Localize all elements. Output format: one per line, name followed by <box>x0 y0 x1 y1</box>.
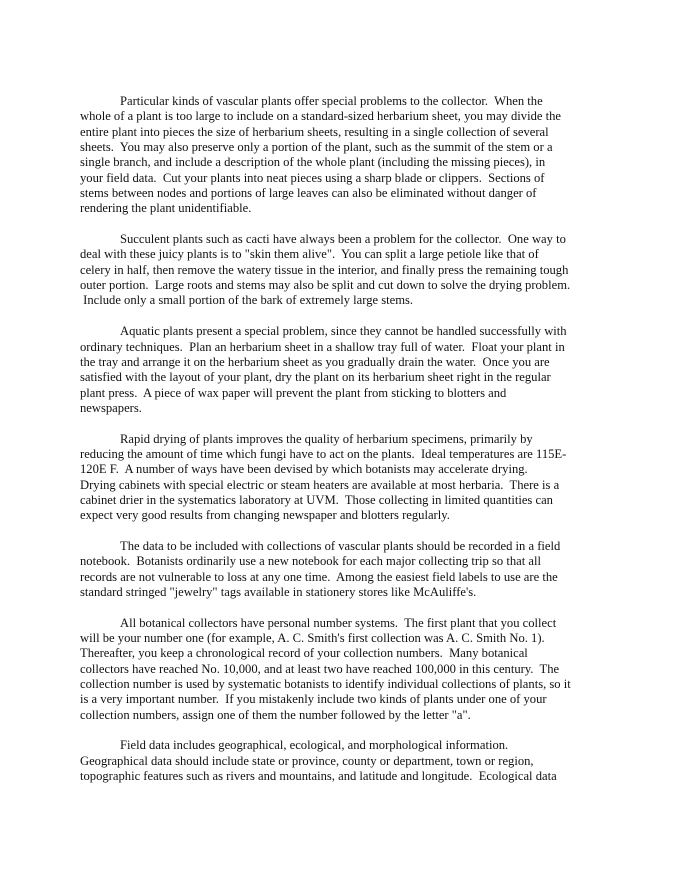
text-line: single branch, and include a description of the whole plant (including the missing pieces), in <box>80 155 546 170</box>
text-line: Rapid drying of plants improves the quality of herbarium specimens, primarily by <box>120 431 533 446</box>
text-line: notebook. Botanists ordinarily use a new notebook for each major collecting trip so that all <box>80 554 541 569</box>
text-line: the tray and arrange it on the herbarium sheet as you gradually drain the water. Once you are <box>80 354 550 369</box>
text-line: celery in half, then remove the watery tissue in the interior, and finally press the remaining tough <box>80 262 569 277</box>
text-line: will be your number one (for example, A. C. Smith's first collection was A. C. Smith No. 1). <box>80 631 545 646</box>
text-line: Drying cabinets with special electric or steam heaters are available at most herbaria. There is a <box>80 477 560 492</box>
paragraph-succulent-plants <box>80 232 600 309</box>
text-line: Geographical data should include state or province, county or department, town or region, <box>80 753 534 768</box>
body-text <box>80 94 600 800</box>
paragraph-aquatic-plants <box>80 324 600 416</box>
text-line: expect very good results from changing newspaper and blotters regularly. <box>80 508 450 523</box>
text-line: whole of a plant is too large to include on a standard-sized herbarium sheet, you may divide the <box>80 109 561 124</box>
text-line: outer portion. Large roots and stems may also be split and cut down to solve the drying problem. <box>80 278 571 293</box>
text-line: rendering the plant unidentifiable. <box>80 201 252 216</box>
paragraph-field-data <box>80 738 600 784</box>
text-line: collection numbers, assign one of them the number followed by the letter "a". <box>80 707 471 722</box>
text-line: Succulent plants such as cacti have always been a problem for the collector. One way to <box>120 232 566 247</box>
paragraph-large-plants <box>80 94 600 217</box>
text-line: your field data. Cut your plants into neat pieces using a sharp blade or clippers. Sections of <box>80 170 545 185</box>
text-line: The data to be included with collections of vascular plants should be recorded in a field <box>120 538 561 553</box>
text-line: satisfied with the layout of your plant, dry the plant on its herbarium sheet right in the regular <box>80 370 551 385</box>
text-line: collectors have reached No. 10,000, and at least two have reached 100,000 in this century. The <box>80 661 560 676</box>
text-line: All botanical collectors have personal number systems. The first plant that you collect <box>120 615 557 630</box>
text-line: Particular kinds of vascular plants offer special problems to the collector. When the <box>120 94 543 108</box>
text-line: Field data includes geographical, ecological, and morphological information. <box>120 738 509 753</box>
text-line: deal with these juicy plants is to "skin them alive". You can split a large petiole like that of <box>80 247 539 262</box>
text-line: newspapers. <box>80 400 142 415</box>
text-line: Include only a small portion of the bark of extremely large stems. <box>80 293 414 308</box>
paragraph-rapid-drying <box>80 432 600 524</box>
text-line: entire plant into pieces the size of herbarium sheets, resulting in a single collection of several <box>80 124 549 139</box>
text-line: 120E F. A number of ways have been devised by which botanists may accelerate drying. <box>80 462 528 477</box>
text-line: standard stringed "jewelry" tags available in stationery stores like McAuliffe's. <box>80 585 477 599</box>
text-line: Aquatic plants present a special problem, since they cannot be handled successfully with <box>120 324 567 339</box>
text-line: stems between nodes and portions of large leaves can also be eliminated without danger of <box>80 186 537 201</box>
text-line: topographic features such as rivers and mountains, and latitude and longitude. Ecological data <box>80 769 557 784</box>
text-line: records are not vulnerable to loss at any one time. Among the easiest field labels to use are the <box>80 569 558 584</box>
text-line: collection number is used by systematic botanists to identify individual collections of plants, so it <box>80 677 571 692</box>
text-line: sheets. You may also preserve only a portion of the plant, such as the summit of the stem or a <box>80 140 553 155</box>
paragraph-number-systems <box>80 616 600 723</box>
text-line: ordinary techniques. Plan an herbarium sheet in a shallow tray full of water. Float your plant in <box>80 339 565 354</box>
text-line: Thereafter, you keep a chronological record of your collection numbers. Many botanical <box>80 646 528 661</box>
paragraph-field-notebook <box>80 539 600 600</box>
text-line: cabinet drier in the systematics laboratory at UVM. Those collecting in limited quantities can <box>80 492 553 507</box>
text-line: is a very important number. If you mistakenly include two kinds of plants under one of your <box>80 692 547 707</box>
text-line: plant press. A piece of wax paper will prevent the plant from sticking to blotters and <box>80 385 507 400</box>
text-line: reducing the amount of time which fungi have to act on the plants. Ideal temperatures are 115E- <box>80 446 567 461</box>
